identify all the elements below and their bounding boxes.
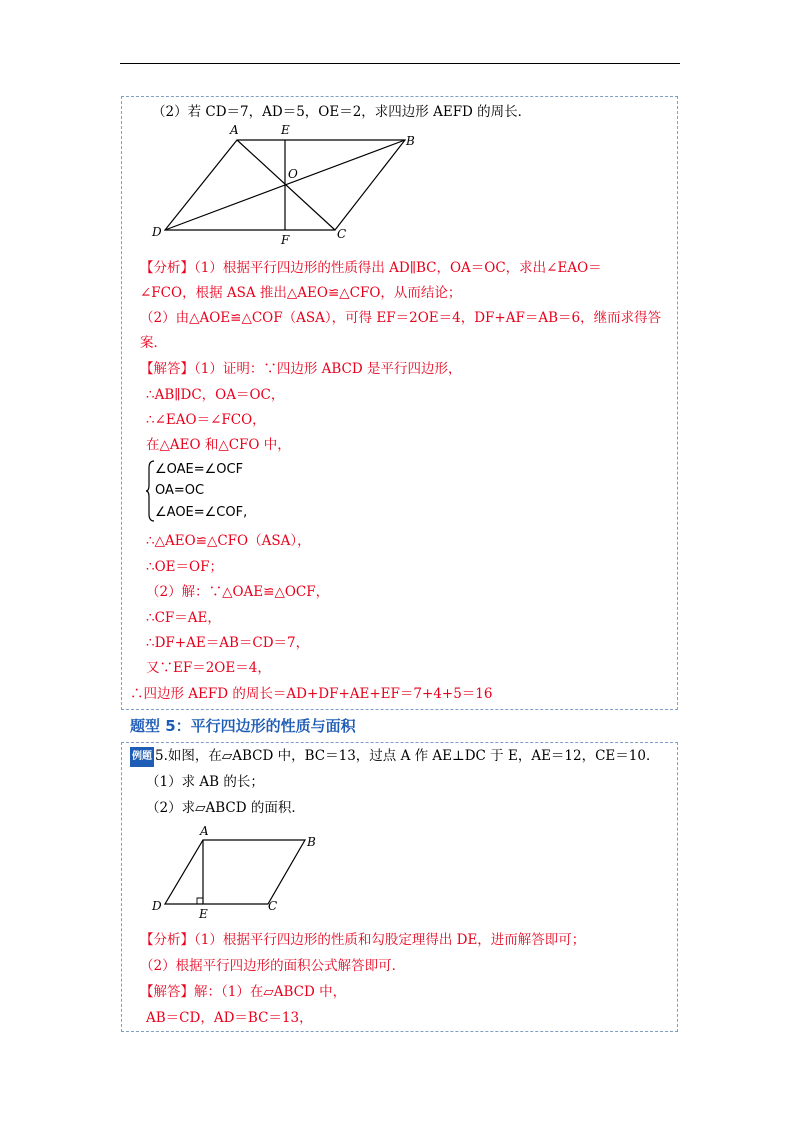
- analysis2-line-1: 【分析】（1）根据平行四边形的性质和勾股定理得出 DE，进而解答即可；: [140, 932, 586, 948]
- system-brace: [145, 460, 155, 522]
- part2-question: （2）若 CD＝7，AD＝5，OE＝2，求四边形 AEFD 的周长．: [152, 104, 532, 120]
- system-eq-2: OA=OC: [155, 483, 205, 498]
- system-eq-3: ∠AOE=∠COF,: [155, 505, 248, 520]
- solution1-rest-4: ∴CF＝AE，: [146, 610, 221, 626]
- example-question: [130, 747, 659, 767]
- parallelogram-abcd-2: [165, 840, 305, 904]
- example-question-text: 5.如图，在▱ABCD 中，BC＝13，过点 A 作 AE⊥DC 于 E，AE＝12，CE＝10．: [155, 748, 660, 764]
- solution1-line-3: ∴∠EAO＝∠FCO，: [146, 412, 266, 428]
- label-D-2: D: [152, 899, 162, 913]
- label-O: O: [288, 167, 298, 181]
- example-part-1: （1）求 AB 的长；: [146, 774, 264, 790]
- label-C-2: C: [268, 899, 278, 913]
- analysis2-line-2: （2）根据平行四边形的面积公式解答即可．: [140, 958, 406, 974]
- analysis1-line-1: 【分析】（1）根据平行四边形的性质得出 AD∥BC，OA＝OC，求出∠EAO＝: [140, 260, 602, 276]
- section-heading: 题型 5：平行四边形的性质与面积: [130, 717, 356, 735]
- solution1-line-1: 【解答】（1）证明：∵四边形 ABCD 是平行四边形，: [140, 361, 462, 377]
- right-angle-mark: [197, 898, 203, 904]
- solution1-rest-6: 又∵EF＝2OE＝4，: [146, 660, 271, 676]
- label-C: C: [337, 227, 347, 241]
- figure-parallelogram-2: [145, 822, 335, 922]
- label-A: A: [230, 123, 239, 137]
- label-B-2: B: [307, 835, 316, 849]
- solution1-rest-1: ∴△AEO≌△CFO（ASA），: [146, 533, 311, 549]
- label-A-2: A: [200, 824, 209, 838]
- label-E-2: E: [199, 907, 208, 921]
- label-D: D: [152, 225, 162, 239]
- solution1-rest-3: （2）解：∵△OAE≌△OCF，: [146, 584, 330, 600]
- analysis1-line-2: ∠FCO，根据 ASA 推出△AEO≌△CFO，从而结论；: [140, 285, 462, 301]
- analysis1-line-3: （2）由△AOE≌△COF（ASA），可得 EF＝2OE＝4，DF+AF＝AB＝6，继而求得答: [140, 310, 662, 326]
- solution1-rest-2: ∴OE＝OF；: [146, 559, 223, 575]
- analysis1-line-4: 案．: [140, 335, 167, 351]
- system-eq-1: ∠OAE=∠OCF: [155, 462, 244, 477]
- solution2-line-1: 【解答】解：（1）在▱ABCD 中，: [140, 984, 347, 1000]
- solution1-rest-5: ∴DF+AE＝AB＝CD＝7，: [146, 635, 310, 651]
- header-rule: [120, 63, 680, 64]
- final-answer-line: ∴四边形 AEFD 的周长＝AD+DF+AE+EF＝7+4+5＝16: [130, 686, 493, 702]
- example-part-2: （2）求▱ABCD 的面积．: [146, 800, 305, 816]
- example-tag: 例题: [130, 747, 154, 767]
- figure-parallelogram-1: [140, 120, 440, 250]
- label-B: B: [406, 134, 415, 148]
- label-E: E: [281, 123, 290, 137]
- solution2-line-2: AB＝CD，AD＝BC＝13，: [146, 1010, 313, 1026]
- label-F: F: [281, 233, 290, 247]
- solution1-line-4: 在△AEO 和△CFO 中，: [146, 437, 291, 453]
- solution1-line-2: ∴AB∥DC，OA＝OC，: [146, 387, 285, 403]
